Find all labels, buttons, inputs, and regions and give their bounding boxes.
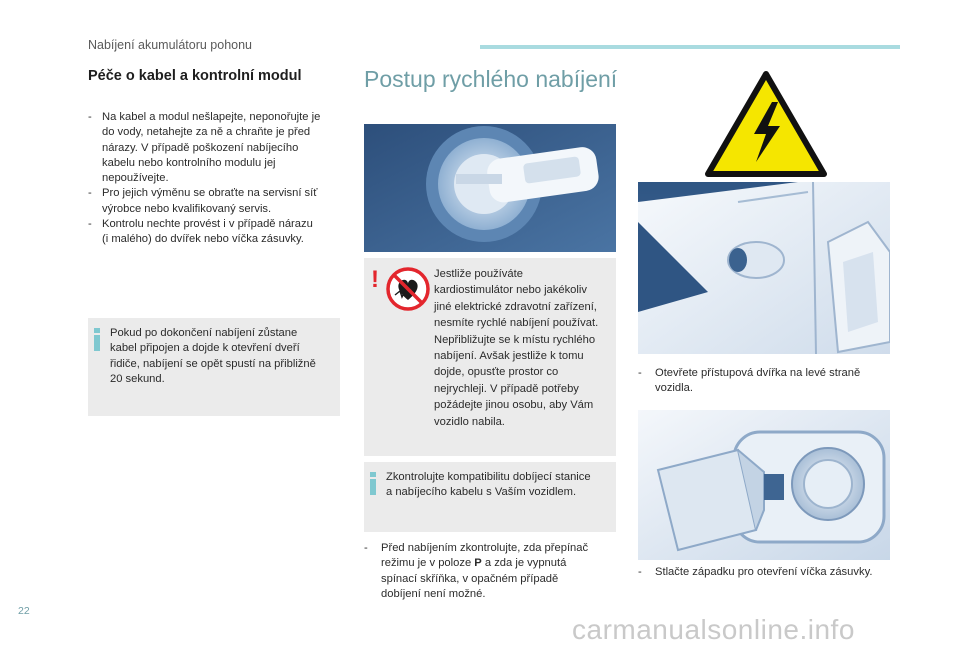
step-open-access-door: [638, 366, 894, 397]
step-check-selector: [364, 541, 620, 602]
list-item: - Před nabíjením zkontrolujte, zda přepínač režimu je v poloze P a zda je vypnutá spínací skříňka, v opačném případě dobíjení není možné.: [364, 542, 589, 600]
list-item: - Na kabel a modul nešlapejte, neponořujte je do vody, netahejte za ně a chraňte je před nárazy. V případě poškození nabíjecího kabelu nebo kontrolního modulu jej nepoužívejte.: [88, 111, 321, 185]
info-icon: [94, 328, 100, 351]
high-voltage-warning-icon: [704, 70, 828, 178]
no-pacemaker-icon: [386, 267, 430, 311]
watermark: carmanualsonline.info: [572, 614, 855, 645]
key-ignition-photo: [364, 124, 616, 252]
exclamation-icon: !: [371, 266, 379, 293]
header-accent-bar: [480, 45, 900, 49]
section-title-fast-charging: Postup rychlého nabíjení: [364, 66, 618, 92]
warning-note-pacemaker: ! Jestliže používáte kardiostimulátor nebo jakékoliv jiné elektrické zdravotní zařízení, nesmíte rychlé nabíjení používat. Nepřibližujte se k místu rychlého nabíjení. Avšak jestliže k tomu dojde, opusťte prostor co nejrychleji. V případě potřeby požádejte jinou osobu, aby Vám vozidlo nabila.: [364, 258, 616, 456]
page-number: 22: [18, 605, 30, 617]
section-title-cable-care: Péče o kabel a kontrolní modul: [88, 68, 302, 84]
running-header: Nabíjení akumulátoru pohonu: [88, 38, 253, 52]
info-note-compatibility: Zkontrolujte kompatibilitu dobíjecí stanice a nabíjecího kabelu s Vaším vozidlem.: [364, 462, 616, 532]
list-item: - Pro jejich výměnu se obraťte na servisní síť výrobce nebo kvalifikovaný servis.: [88, 187, 318, 215]
cable-care-list: [88, 110, 350, 248]
charging-flap-door-photo: [638, 182, 890, 354]
socket-cover-latch-photo: [638, 410, 890, 560]
step-press-latch: [638, 565, 894, 580]
list-item: - Stlačte západku pro otevření víčka zásuvky.: [638, 566, 873, 578]
list-item: - Kontrolu nechte provést i v případě nárazu (i malého) do dvířek nebo víčka zásuvky.: [88, 218, 313, 246]
list-item: - Otevřete přístupová dvířka na levé straně vozidla.: [638, 367, 861, 395]
info-note-reconnect: Pokud po dokončení nabíjení zůstane kabel připojen a dojde k otevření dveří řidiče, nabíjení se opět spustí na přibližně 20 sekund.: [88, 318, 340, 416]
info-icon: [370, 472, 376, 495]
